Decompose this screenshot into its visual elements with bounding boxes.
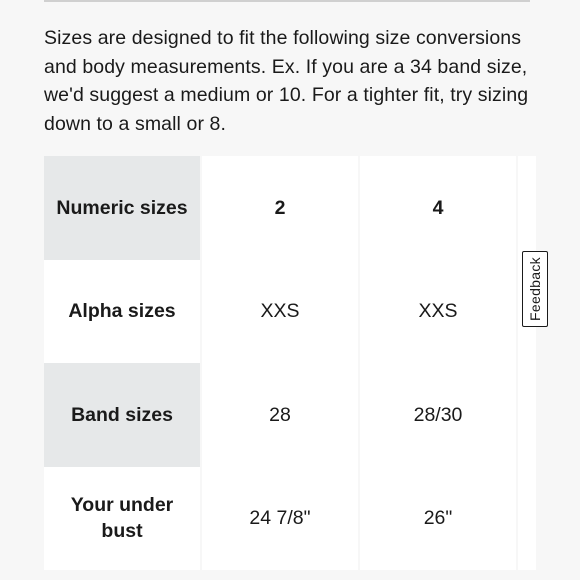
table-row-under-bust <box>44 467 536 571</box>
table-cell: 2 <box>202 156 358 260</box>
size-conversion-table <box>44 156 536 570</box>
table-cell: 28 <box>202 363 358 467</box>
size-table-container[interactable] <box>44 156 536 580</box>
top-divider <box>44 0 530 2</box>
row-header-under-bust: Your under bust <box>44 467 200 571</box>
table-cell: 26" <box>360 467 516 571</box>
table-row-alpha-sizes <box>44 260 536 364</box>
table-row-band-sizes <box>44 363 536 467</box>
feedback-button[interactable] <box>522 251 548 327</box>
table-cell-overflow <box>518 363 536 467</box>
row-header-alpha-sizes: Alpha sizes <box>44 260 200 364</box>
row-header-numeric-sizes: Numeric sizes <box>44 156 200 260</box>
table-cell-overflow <box>518 467 536 571</box>
size-guide-intro: Sizes are designed to fit the following size conversions and body measurements. Ex. If you are a 34 band size, we'd suggest a medium or 10. For a tighter fit, try sizing down to a small or 8. <box>44 27 529 135</box>
table-cell: 24 7/8" <box>202 467 358 571</box>
row-header-band-sizes: Band sizes <box>44 363 200 467</box>
table-cell: XXS <box>202 260 358 364</box>
table-cell: 28/30 <box>360 363 516 467</box>
table-cell-overflow <box>518 156 536 260</box>
table-row-numeric-sizes <box>44 156 536 260</box>
table-cell: XXS <box>360 260 516 364</box>
feedback-label: Feedback <box>527 257 544 321</box>
table-cell: 4 <box>360 156 516 260</box>
